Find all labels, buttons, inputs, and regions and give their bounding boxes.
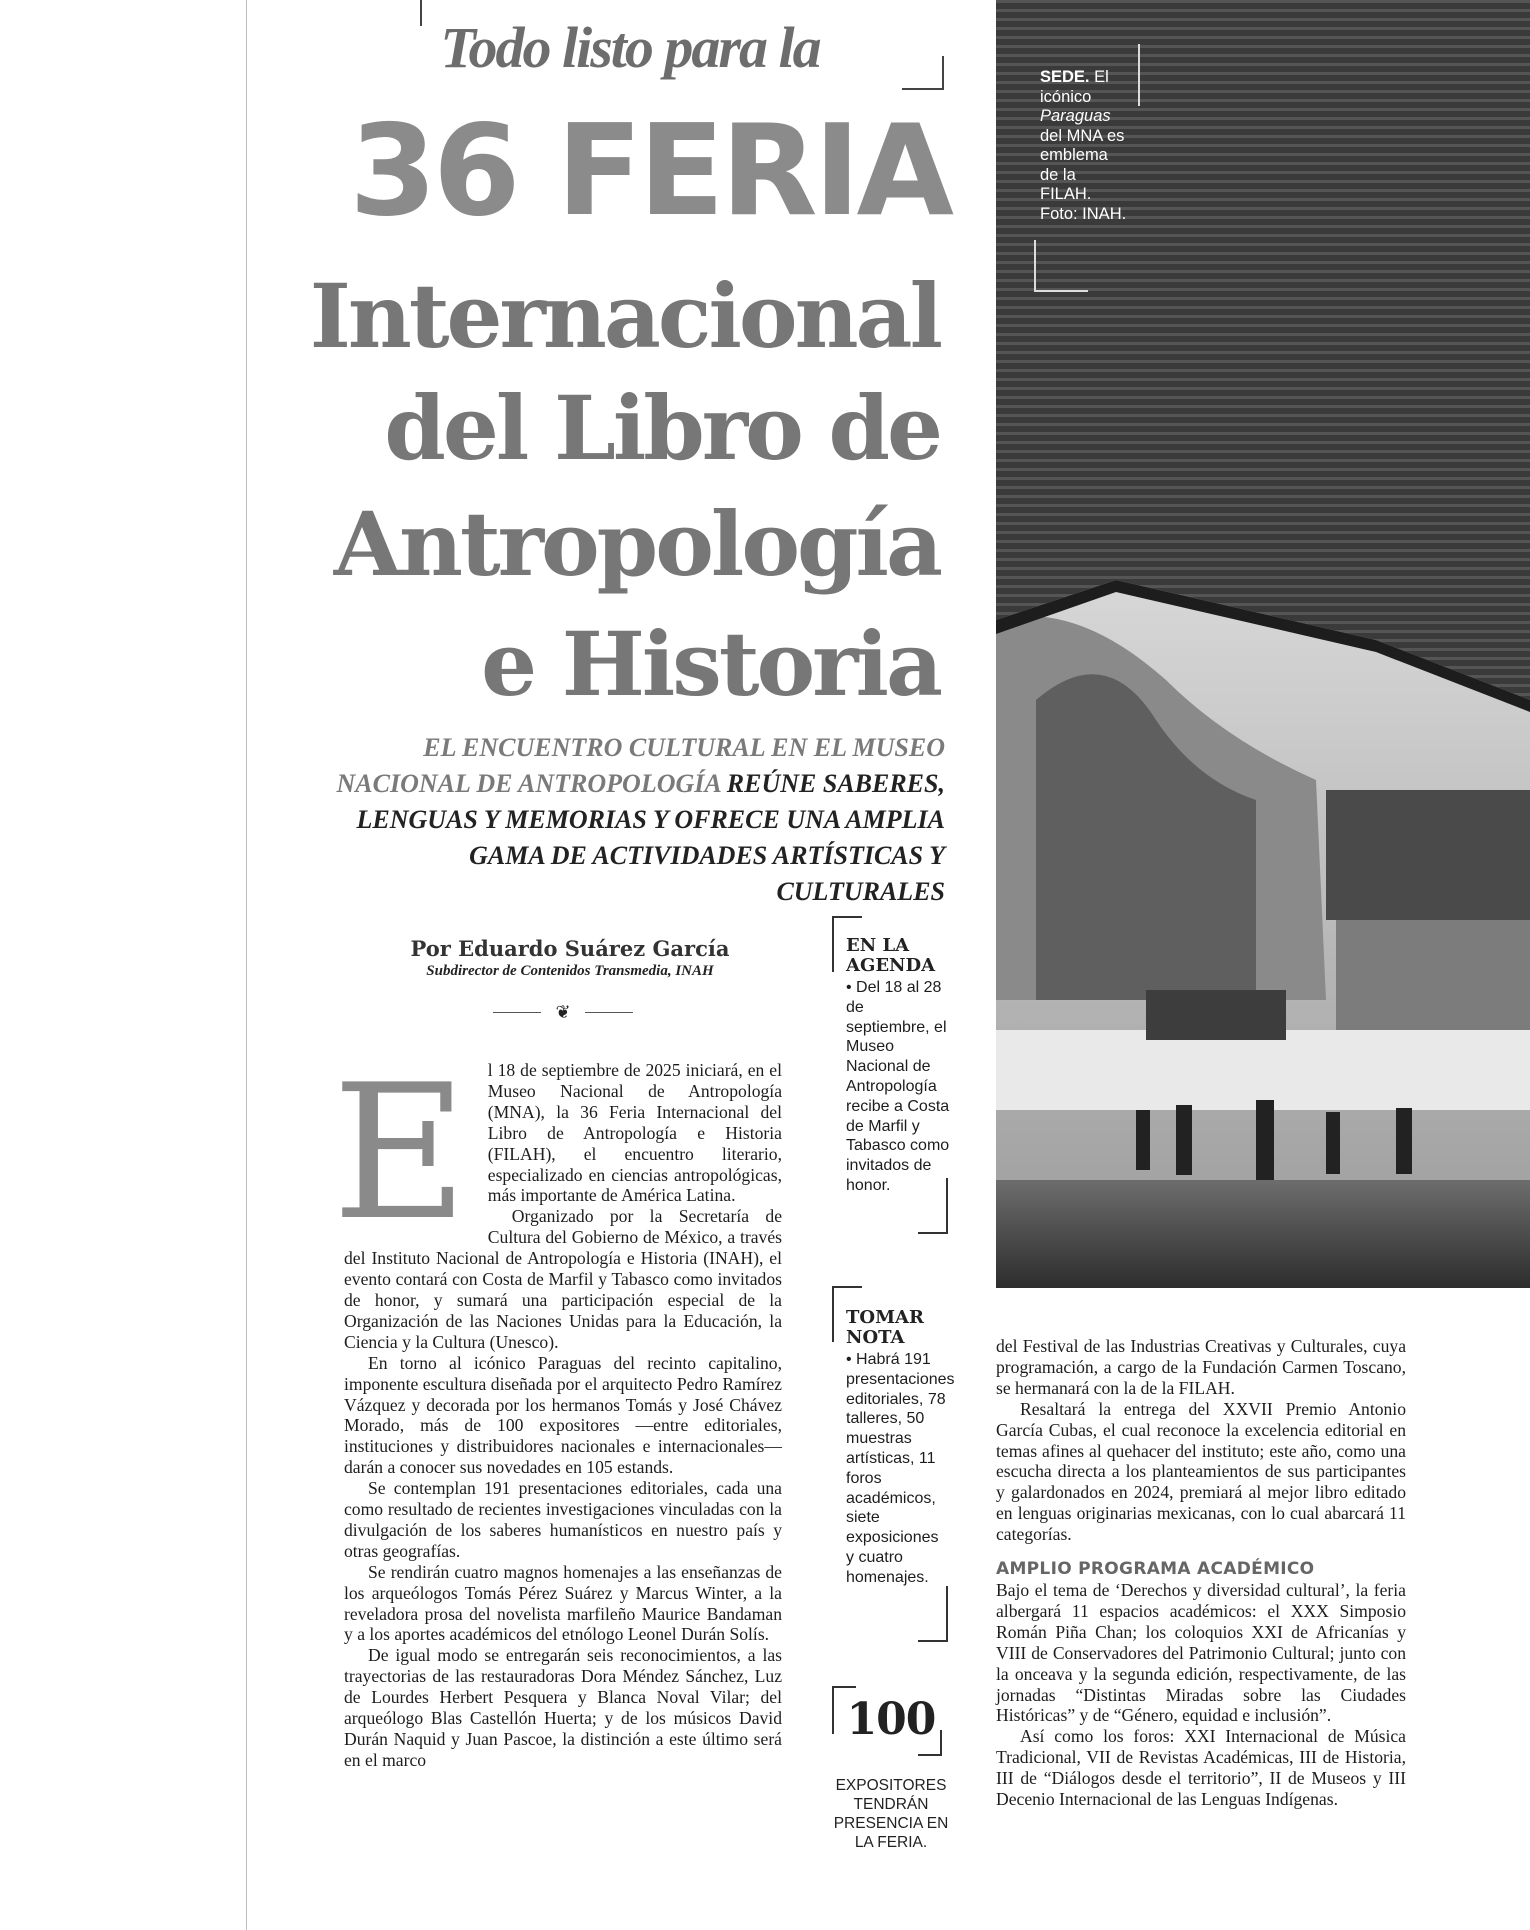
stat-label: EXPOSITORES TENDRÁN PRESENCIA EN LA FERIA. — [833, 1777, 949, 1851]
ornament-divider — [493, 1002, 633, 1024]
caption-label: SEDE. — [1040, 68, 1090, 86]
caption-bracket — [1138, 44, 1140, 106]
sidebar-bracket — [832, 1286, 862, 1288]
kicker-corner-mark — [902, 88, 944, 90]
caption-text: El icónico — [1040, 68, 1109, 106]
sidebar-nota-text: • Habrá 191 presentaciones editoriales, 78 talleres, 50 muestras artísticas, 11 foros académicos, siete exposiciones y cuatro homenajes. — [846, 1351, 955, 1586]
article-column-2 — [996, 1336, 1406, 1810]
byline-role: Subdirector de Contenidos Transmedia, INAH — [426, 963, 714, 979]
paragraph: Así como los foros: XXI Internacional de Música Tradicional, VII de Revistas Académicas, III de Historia, III de “Diálogos desde el territorio”, II de Museos y III Decenio Internacional de las Lenguas Indígenas. — [996, 1726, 1406, 1810]
subhead-rest: REÚNE SABERES, LENGUAS Y MEMORIAS Y OFRECE UNA AMPLIA GAMA DE ACTIVIDADES ARTÍSTICAS Y CULTURALES — [356, 769, 945, 906]
sidebar-tomar-nota — [832, 1307, 955, 1588]
paragraph: Se rendirán cuatro magnos homenajes a las enseñanzas de los arqueólogos Tomás Pérez Suárez y Marcus Winter, a la reveladora prosa del novelista marfileño Maurice Bandaman y a los aportes académicos del etnólogo Leonel Durán Solís. — [344, 1561, 782, 1645]
stat-bracket — [940, 1730, 942, 1756]
drop-cap: E — [332, 1044, 468, 1261]
paragraph: Se contemplan 191 presentaciones editoriales, cada una como resultado de recientes investigaciones vinculadas con la divulgación de los saberes humanísticos en nuestro país y otras geografías. — [344, 1478, 782, 1561]
section-heading: AMPLIO PROGRAMA ACADÉMICO — [996, 1559, 1315, 1580]
article-column-1 — [332, 1044, 782, 1771]
stat-number: 100 — [846, 1694, 936, 1745]
kicker-corner-mark — [942, 56, 944, 90]
headline-kicker: Todo listo para la — [440, 15, 820, 80]
sidebar-bracket — [832, 916, 862, 918]
photo-caption — [1040, 68, 1128, 224]
headline-line: Antropología — [333, 492, 940, 596]
caption-bracket — [1036, 290, 1088, 292]
paragraph: l 18 de septiembre de 2025 iniciará, en el Museo Nacional de Antropología (MNA), la 36 Feria Internacional del Libro de Antropología e Historia (FILAH), el encuentro literario, especializado en ciencias antropológicas, más importante de América Latina. — [487, 1060, 782, 1206]
subhead-highlight: EL ENCUENTRO CULTURAL EN EL MUSEO NACIONAL DE ANTROPOLOGÍA — [336, 733, 945, 798]
left-column-rule — [246, 0, 247, 1930]
stat-bracket — [832, 1686, 856, 1688]
ornament-line — [493, 1012, 541, 1013]
paragraph: Organizado por la Secretaría de Cultura del Gobierno de México, a través del Instituto Nacional de Antropología e Historia (INAH), el evento contará con Costa de Marfil y Tabasco como invitados de honor, y sumará una participación especial de la Organización de las Naciones Unidas para la Educación, la Ciencia y la Cultura (Unesco). — [344, 1206, 782, 1352]
sidebar-agenda-text: • Del 18 al 28 de septiembre, el Museo Nacional de Antropología recibe a Costa de Marfil y Tabasco como invitados de honor. — [846, 979, 950, 1194]
paragraph: Resaltará la entrega del XXVII Premio Antonio García Cubas, el cual reconoce la excelencia editorial en temas afines al quehacer del instituto; este año, como una escucha directa a los planteamientos de sus participantes y galardonados en 2024, premiará al mejor libro editado en lenguas originarias mexicanas, con lo cual abarcará 11 categorías. — [996, 1398, 1406, 1545]
stat-bracket — [918, 1754, 942, 1756]
headline-line: del Libro de — [384, 376, 940, 480]
sidebar-agenda — [832, 936, 950, 1196]
byline — [360, 936, 780, 980]
subheadline — [300, 730, 945, 910]
caption-text: del MNA es emblema de la FILAH. Foto: INAH. — [1040, 126, 1127, 223]
paragraph: del Festival de las Industrias Creativas y Culturales, cuya programación, a cargo de la Fundación Carmen Toscano, se hermanará con la de la FILAH. — [996, 1336, 1406, 1398]
headline-line: Internacional — [309, 264, 940, 368]
sidebar-agenda-heading: EN LA AGENDA — [846, 935, 936, 976]
caption-bracket — [1034, 240, 1036, 292]
paragraph: Bajo el tema de ‘Derechos y diversidad cultural’, la feria albergará 11 espacios académicos: el XXX Simposio Román Piña Chan; los coloquios XXI de Africanías y VIII de Conservadores del Patrimonio Cultural; junto con la onceava y la segunda edición, respectivamente, de las jornadas “Distintas Miradas sobre las Ciudades Históricas” y de “Género, equidad e inclusión”. — [996, 1579, 1406, 1726]
fleuron-icon: ❦ — [555, 1002, 571, 1023]
headline-line: e Historia — [481, 612, 940, 716]
sidebar-bracket — [946, 1586, 948, 1642]
paragraph: En torno al icónico Paraguas del recinto capitalino, imponente escultura diseñada por el arquitecto Pedro Ramírez Vázquez y decorada por los hermanos Tomás y José Chávez Morado, más de 100 expositores —entre editoriales, instituciones y distribuidores nacionales e internacionales— darán a conocer sus novedades en 105 estands. — [344, 1352, 782, 1478]
byline-author: Por Eduardo Suárez García — [410, 936, 730, 961]
sidebar-bracket — [918, 1640, 948, 1642]
paragraph: De igual modo se entregarán seis reconocimientos, a las trayectorias de las restauradoras Dora Méndez Sánchez, Luz de Lourdes Herbert Pesquera y Blanca Noval Vilar; del arqueólogo Blas Castellón Huerta; y de los músicos David Durán Naquid y Juan Pascoe, la distinción a este último será en el marco — [344, 1645, 782, 1770]
sidebar-bracket — [918, 1232, 948, 1234]
ornament-line — [585, 1012, 633, 1013]
caption-italic: Paraguas — [1040, 107, 1111, 125]
headline-number: 36 FERIA — [349, 97, 950, 244]
sidebar-bracket — [946, 1178, 948, 1234]
sidebar-nota-heading: TOMAR NOTA — [846, 1307, 924, 1348]
